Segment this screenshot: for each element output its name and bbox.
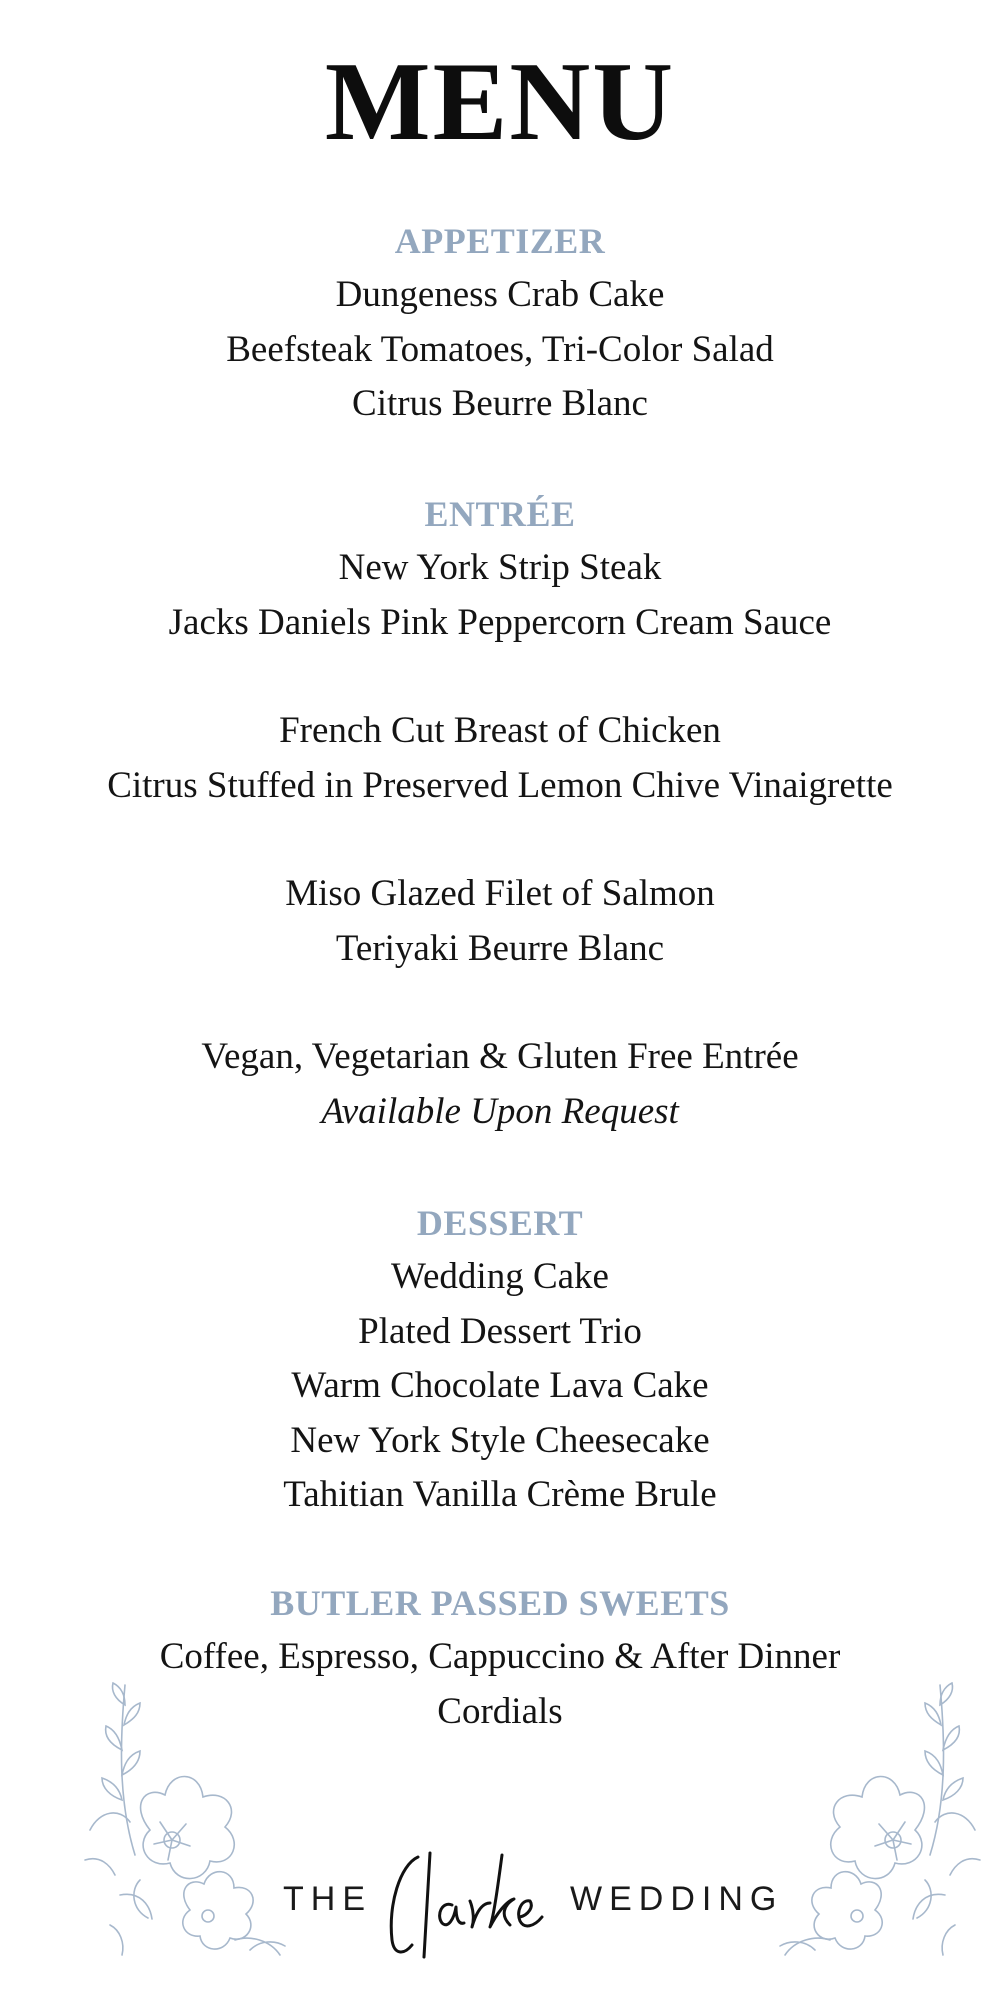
menu-item: Teriyaki Beurre Blanc (335, 927, 665, 969)
menu-item: Citrus Beurre Blanc (352, 383, 648, 424)
menu-item: Citrus Stuffed in Preserved Lemon Chive Vinaigrette (107, 764, 893, 806)
menu-item: New York Style Cheesecake (290, 1419, 710, 1461)
menu-item: Miso Glazed Filet of Salmon (285, 873, 715, 914)
menu-item: Plated Dessert Trio (358, 1310, 642, 1352)
dessert-section (0, 1196, 1000, 1523)
menu-item: Beefsteak Tomatoes, Tri-Color Salad (226, 328, 774, 370)
appetizer-heading: APPETIZER (394, 221, 606, 261)
menu-item: French Cut Breast of Chicken (279, 710, 721, 751)
dessert-heading: DESSERT (416, 1203, 584, 1243)
floral-left-icon (80, 1680, 300, 1970)
sweets-heading: BUTLER PASSED SWEETS (270, 1583, 730, 1623)
footer-name-script (380, 1845, 560, 1965)
menu-item-note: Available Upon Request (321, 1090, 679, 1132)
menu-item: Wedding Cake (391, 1256, 609, 1297)
footer-the: THE (283, 1880, 372, 1918)
appetizer-section (0, 214, 1000, 432)
menu-item: Jacks Daniels Pink Peppercorn Cream Sauce (168, 601, 832, 643)
entree-heading: ENTRÉE (424, 494, 576, 534)
menu-item: Cordials (437, 1690, 563, 1732)
menu-item: New York Strip Steak (338, 547, 662, 588)
entree-section (0, 487, 1000, 1139)
floral-right-icon (765, 1680, 985, 1970)
footer-wedding: WEDDING (570, 1880, 784, 1918)
menu-item: Vegan, Vegetarian & Gluten Free Entrée (201, 1036, 799, 1077)
page-title: MENU (324, 40, 676, 164)
menu-item: Coffee, Espresso, Cappuccino & After Dinner (159, 1636, 841, 1677)
menu-item: Tahitian Vanilla Crème Brule (283, 1474, 717, 1515)
menu-item: Dungeness Crab Cake (335, 274, 665, 315)
menu-item: Warm Chocolate Lava Cake (291, 1365, 709, 1406)
